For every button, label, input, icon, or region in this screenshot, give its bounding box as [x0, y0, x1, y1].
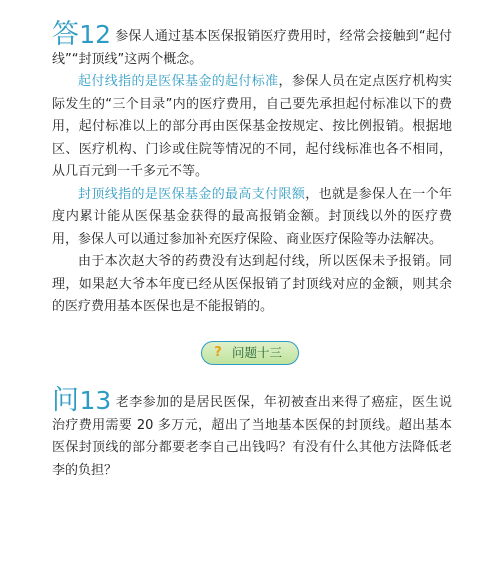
question-number: 13: [79, 386, 112, 415]
question-marker: 问: [52, 385, 80, 416]
section-tag-row: [0, 341, 500, 365]
cap-text: ，也就是参保人在一个年度内累计能从医保基金获得的最高报销金额。封顶线以外的医疗费用，参保人可以通过参加补充医疗保险、商业医疗保险等办法解决。: [52, 186, 452, 247]
answer-number: 12: [79, 20, 112, 49]
answer-marker: 答: [52, 19, 80, 50]
answer-section: [52, 19, 452, 319]
answer-intro: [52, 19, 452, 71]
question-text: 老李参加的是居民医保，年初被查出来得了癌症，医生说治疗费用需要 20 多万元，超出了当地基本医保的封顶线。超出基本医保封顶线的部分都要老李自己出钱吗？有没有什么其他方法降低老李的负担？: [52, 395, 452, 478]
cap-paragraph: [52, 184, 452, 252]
threshold-paragraph: [52, 71, 452, 184]
threshold-text: ，参保人员在定点医疗机构实际发生的“三个目录”内的医疗费用，自己要先承担起付标准以下的费用，起付标准以上的部分再由医保基金按规定、按比例报销。根据地区、医疗机构、门诊或住院等情况的不同，起付线标准也各不相同，从几百元到一千多元不等。: [52, 74, 452, 179]
threshold-definition: 起付线指的是医保基金的起付标准: [78, 74, 279, 89]
conclusion-paragraph: 由于本次赵大爷的药费没有达到起付线，所以医保未予报销。同理，如果赵大爷本年度已经从医保报销了封顶线对应的金额，则其余的医疗费用基本医保也是不能报销的。: [52, 254, 452, 314]
section-tag-label: 问题十三: [231, 345, 282, 360]
answer-intro-text: 参保人通过基本医保报销医疗费用时，经常会接触到“起付线”“封顶线”这两个概念。: [52, 29, 452, 67]
question-mark-icon: ?: [214, 345, 222, 360]
question-section: [52, 385, 452, 482]
section-tag: [201, 341, 299, 365]
question-paragraph: [52, 385, 452, 482]
cap-definition: 封顶线指的是医保基金的最高支付限额: [78, 186, 306, 202]
